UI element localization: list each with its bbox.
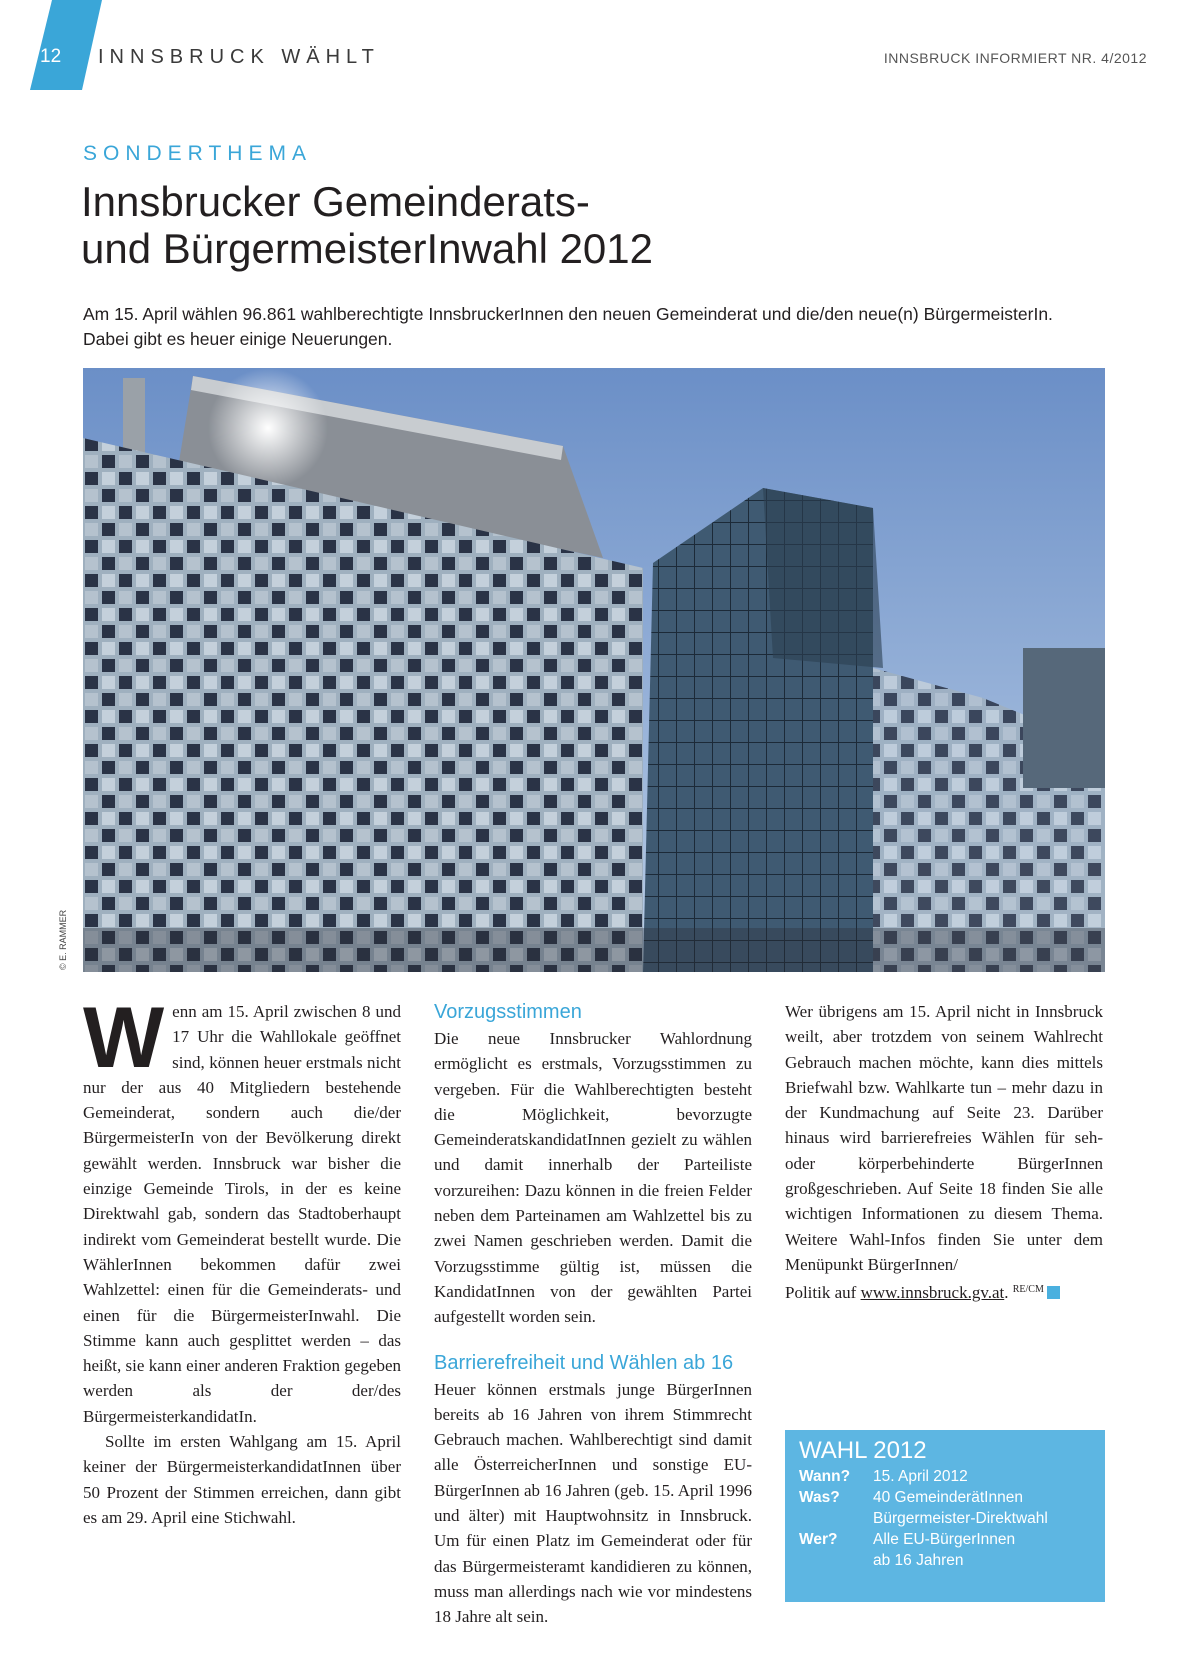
info-value: 15. April 2012 [873,1468,968,1485]
website-link[interactable]: www.innsbruck.gv.at [860,1283,1005,1303]
info-box [785,1430,1105,1602]
page-number: 12 [40,46,62,67]
paragraph-text: Politik auf [785,1283,861,1303]
end-mark-icon [1047,1286,1060,1299]
subheading-vorzugsstimmen: Vorzugsstimmen [434,1001,582,1023]
article-column-3 [785,999,1103,1306]
info-row [799,1508,1091,1529]
info-row [799,1466,1091,1487]
info-label [799,1550,873,1571]
paragraph: Sollte im ersten Wahlgang am 15. April keiner der BürgermeisterkandidatInnen über 50 Prozent der Stimmen erreichen, dann gibt es am 29. April eine Stichwahl. [83,1432,401,1527]
info-box-title: WAHL 2012 [799,1437,927,1464]
info-label: Wann? [799,1468,851,1485]
section-title: INNSBRUCK WÄHLT [98,46,380,68]
article-column-2 [434,999,752,1630]
page-number-tab [30,0,102,90]
info-value: Bürgermeister-Direktwahl [873,1510,1048,1527]
building-photo [83,368,1105,972]
info-value: ab 16 Jahren [873,1552,964,1569]
info-row [799,1529,1091,1550]
issue-label: INNSBRUCK INFORMIERT NR. 4/2012 [883,50,1147,66]
info-label: Was? [799,1489,840,1506]
paragraph: Die neue Innsbrucker Wahlordnung ermöglicht es erstmals, Vorzugsstimmen zu vergeben. Für die Wahlberechtigten besteht die Möglichkeit, bevorzugte GemeinderatskandidatInnen gezielt zu wählen und damit innerhalb der Parteiliste vorzureihen: Dazu können in die freien Felder neben dem Parteinamen am Wahlzettel bis zu zwei Namen geschrieben werden. Damit die Vorzugsstimme gültig ist, müssen die KandidatInnen von der gewählten Partei aufgestellt worden sein. [434,1029,752,1327]
paragraph: Wer übrigens am 15. April nicht in Innsbruck weilt, aber trotzdem von seinem Wahlrecht Gebrauch machen möchte, kann dies mittels Briefwahl bzw. Wahlkarte tun – mehr dazu in der Kundmachung auf Seite 23. Darüber hinaus wird barrierefreies Wählen für seh- oder körperbehinderte BürgerInnen großgeschrieben. Auf Seite 18 finden Sie alle wichtigen Informationen zu diesem Thema. Weitere Wahl-Infos finden Sie unter dem Menüpunkt BürgerInnen/ [785,1002,1103,1274]
lead-paragraph: Am 15. April wählen 96.861 wahlberechtigte InnsbruckerInnen den neuen Gemeinderat und die/den neue(n) BürgermeisterIn. Dabei gibt es heuer einige Neuerungen. [83,304,1053,349]
paragraph [83,990,401,1429]
photo-credit: © E. RAMMER [58,909,68,970]
headline [81,178,1081,272]
paragraph-end: Politik auf www.innsbruck.gv.at. $^{RE/CM}$ [785,1277,1103,1305]
info-value: Alle EU-BürgerInnen [873,1531,1016,1548]
info-value: 40 GemeinderätInnen [873,1489,1023,1506]
headline-line-1: Innsbrucker Gemeinderats- [81,178,590,225]
author-initials: RE/CM [1012,1284,1044,1296]
info-label: Wer? [799,1531,838,1548]
info-label [799,1508,873,1529]
info-row [799,1487,1091,1508]
paragraph: Heuer können erstmals junge BürgerInnen bereits ab 16 Jahren von ihrem Stimmrecht Gebrauch machen. Wahlberechtigt sind damit alle ÖsterreicherInnen und sonstige EU-BürgerInnen ab 16 Jahren (geb. 15. April 1996 und älter) mit Hauptwohnsitz in Innsbruck. Um für einen Platz im Gemeinderat oder für das Bürgermeisteramt kandidieren zu können, muss man allerdings nach wie vor mindestens 18 Jahre alt sein. [434,1379,752,1627]
subheading-barrierefreiheit: Barrierefreiheit und Wählen ab 16 [434,1351,734,1374]
paragraph-text: enn am 15. April zwischen 8 und 17 Uhr die Wahllokale geöffnet sind, können heuer erstmals nicht nur der aus 40 Mitgliedern bestehende Gemeinderat, sondern auch die/der BürgermeisterIn von der Bevölkerung direkt gewählt werden. Innsbruck war bisher die einzige Gemeinde Tirols, in der es keine Direktwahl gab, sondern das Stadtoberhaupt indirekt vom Gemeinderat bestellt wurde. Die WählerInnen bekommen dafür zwei Wahlzettel: einen für die Gemeinderats- und einen für die BürgermeisterInwahl. Die Stimme kann auch gesplittet werden – das heißt, sie kann einer anderen Fraktion gegeben werden als der der/des BürgermeisterkandidatIn. [83,1002,401,1426]
info-row [799,1550,1091,1571]
article-column-1 [83,990,401,1530]
kicker: SONDERTHEMA [83,142,312,165]
headline-line-2: und BürgermeisterInwahl 2012 [81,225,654,272]
drop-cap: W [83,990,165,1086]
